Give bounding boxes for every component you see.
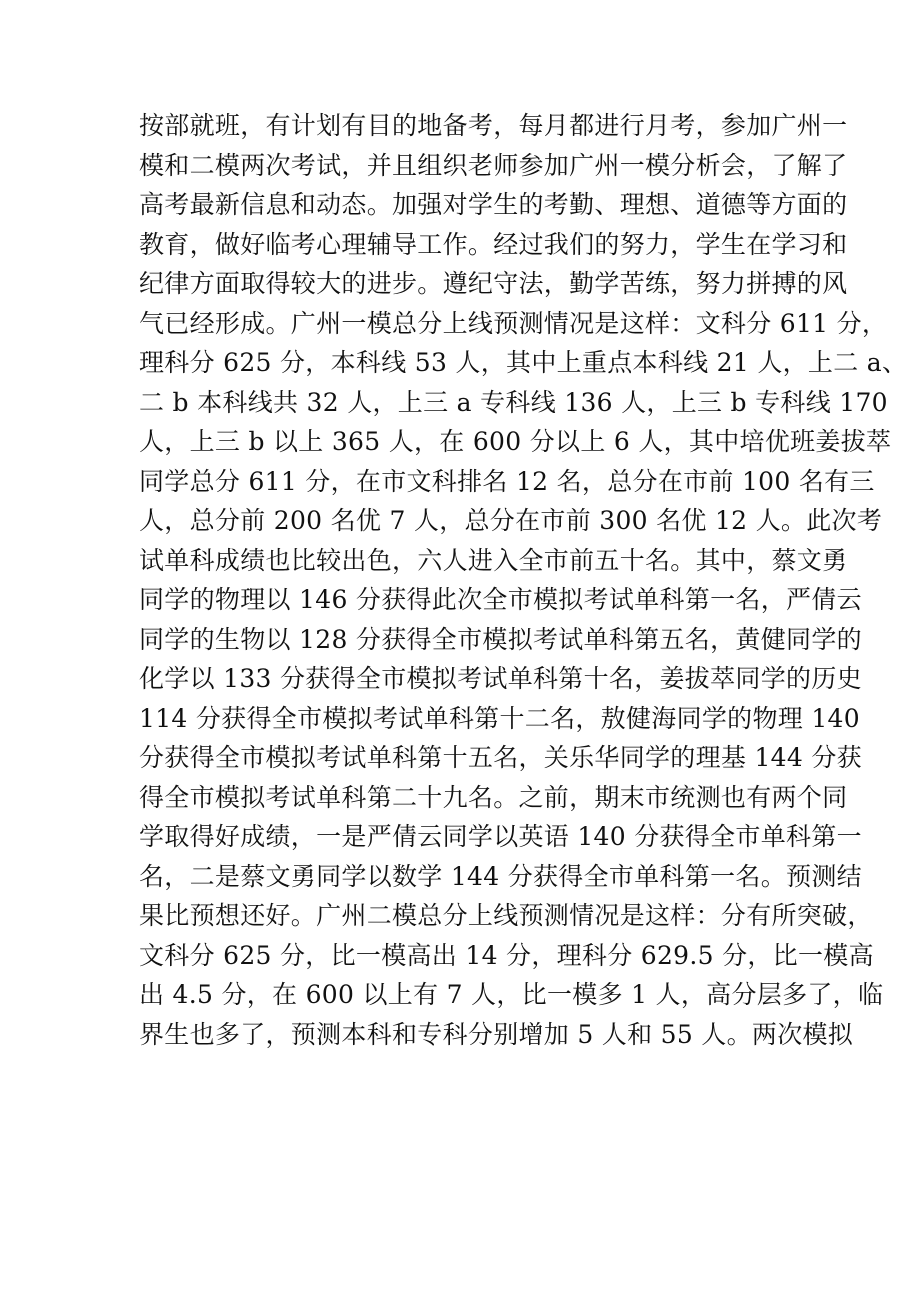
text-line: 得全市模拟考试单科第二十九名。之前，期末市统测也有两个同 (139, 782, 848, 812)
text-line: 分获得全市模拟考试单科第十五名，关乐华同学的理基 144 分获 (139, 743, 862, 772)
text-line: 化学以 133 分获得全市模拟考试单科第十名，姜拔萃同学的历史 (139, 664, 862, 693)
text-line: 名，二是蔡文勇同学以数学 144 分获得全市单科第一名。预测结 (139, 861, 862, 891)
text-line: 出 4.5 分，在 600 以上有 7 人，比一模多 1 人，高分层多了，临 (139, 980, 884, 1009)
text-line: 二 b 本科线共 32 人，上三 a 专科线 136 人，上三 b 专科线 170 (139, 387, 888, 417)
text-line: 果比预想还好。广州二模总分上线预测情况是这样：分有所突破， (139, 901, 873, 930)
text-line: 气已经形成。广州一模总分上线预测情况是这样：文科分 611 分， (139, 308, 888, 338)
text-line: 模和二模两次考试，并且组织老师参加广州一模分析会，了解了 (139, 150, 848, 180)
text-line: 界生也多了，预测本科和专科分别增加 5 人和 55 人。两次模拟 (139, 1019, 854, 1049)
text-line: 人，总分前 200 名优 7 人，总分在市前 300 名优 12 人。此次考 (139, 506, 883, 535)
text-line: 同学的生物以 128 分获得全市模拟考试单科第五名，黄健同学的 (139, 624, 862, 654)
text-line: 114 分获得全市模拟考试单科第十二名，敖健海同学的物理 140 (139, 703, 860, 733)
text-line: 理科分 625 分，本科线 53 人，其中上重点本科线 21 人，上二 a、 (139, 348, 908, 377)
text-line: 按部就班，有计划有目的地备考，每月都进行月考，参加广州一 (139, 111, 848, 140)
text-line: 同学的物理以 146 分获得此次全市模拟考试单科第一名，严倩云 (139, 585, 862, 614)
text-line: 人，上三 b 以上 365 人，在 600 分以上 6 人，其中培优班姜拔萃 (139, 427, 892, 456)
text-line: 纪律方面取得较大的进步。遵纪守法，勤学苦练，努力拼搏的风 (139, 269, 848, 298)
body-paragraph (139, 106, 908, 1054)
text-line: 学取得好成绩，一是严倩云同学以英语 140 分获得全市单科第一 (139, 822, 862, 851)
text-line: 同学总分 611 分，在市文科排名 12 名，总分在市前 100 名有三 (139, 466, 875, 496)
text-line: 教育，做好临考心理辅导工作。经过我们的努力，学生在学习和 (139, 229, 848, 259)
text-line: 文科分 625 分，比一模高出 14 分，理科分 629.5 分，比一模高 (139, 940, 874, 970)
text-line: 高考最新信息和动态。加强对学生的考勤、理想、道德等方面的 (139, 190, 848, 219)
text-line: 试单科成绩也比较出色，六人进入全市前五十名。其中，蔡文勇 (139, 545, 848, 575)
